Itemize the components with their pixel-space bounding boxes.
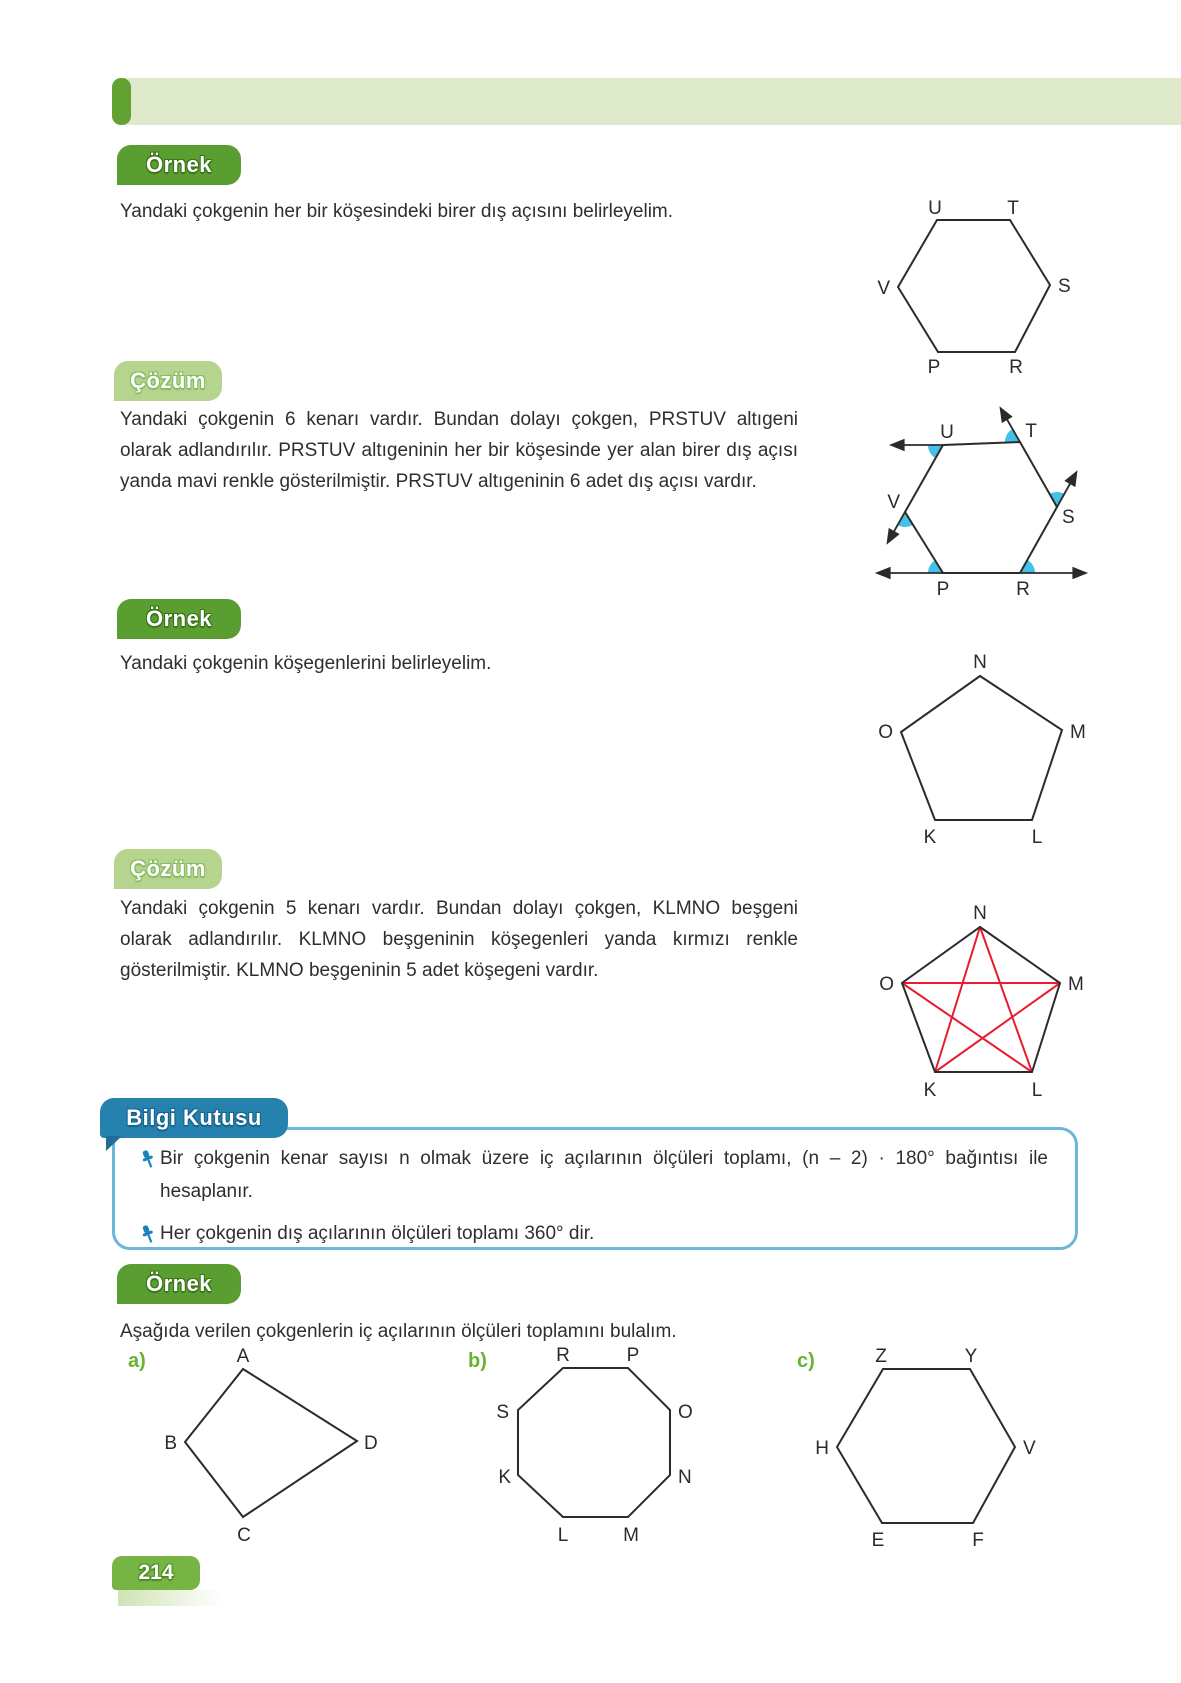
hexagon-outline <box>898 220 1050 352</box>
vertex-label: H <box>815 1438 829 1459</box>
octagon-outline <box>518 1368 670 1517</box>
extended-side-ray <box>888 512 905 542</box>
vertex-label: N <box>973 903 987 924</box>
vertex-label: S <box>1058 276 1071 297</box>
vertex-label: O <box>878 722 893 743</box>
hexagon-outline <box>837 1369 1015 1523</box>
vertex-label: T <box>1007 198 1019 219</box>
section-header-bar-cap <box>112 78 131 125</box>
vertex-label: V <box>887 492 900 513</box>
vertex-label: M <box>623 1525 639 1546</box>
example1-text: Yandaki çokgenin her bir köşesindeki birer dış açısını belirleyelim. <box>120 201 674 222</box>
diagonal-line <box>980 927 1032 1072</box>
vertex-label: L <box>557 1525 569 1546</box>
info-item <box>136 1217 1048 1250</box>
extended-side-ray <box>1057 473 1076 507</box>
item-label-c: c) <box>797 1350 815 1372</box>
vertex-label: R <box>1009 357 1023 378</box>
pushpin-icon <box>136 1148 160 1170</box>
vertex-label: V <box>1023 1438 1036 1459</box>
vertex-label: F <box>972 1530 984 1550</box>
page-number-badge <box>112 1556 200 1590</box>
diagonal-line <box>935 927 980 1072</box>
vertex-label: M <box>1068 974 1084 995</box>
vertex-label: K <box>923 1080 937 1101</box>
vertex-label: S <box>1062 507 1075 528</box>
vertex-label: O <box>678 1402 693 1423</box>
info-item-text: Her çokgenin dış açılarının ölçüleri toplamı 360° dir. <box>160 1223 595 1244</box>
vertex-label: N <box>678 1467 692 1488</box>
vertex-label: B <box>164 1433 177 1454</box>
exterior-angle-wedge <box>1005 429 1020 443</box>
pentagon-diagonals-figure <box>845 900 1095 1110</box>
example3-text: Aşağıda verilen çokgenlerin iç açılarının ölçüleri toplamını bulalım. <box>120 1321 677 1342</box>
solution1-text: Yandaki çokgenin 6 kenarı vardır. Bundan dolayı çokgen, PRSTUV altıgeni olarak adlandırılır. PRSTUV altıgeninin her bir köşesinde yer alan birer dış açısı yanda mavi renkle gösterilmiştir. PRSTUV altıgeninin 6 adet dış açısı vardır. <box>120 409 798 492</box>
vertex-label: V <box>877 278 890 299</box>
vertex-label: R <box>1016 579 1030 600</box>
vertex-label: K <box>923 827 937 848</box>
solution2-text: Yandaki çokgenin 5 kenarı vardır. Bundan dolayı çokgen, KLMNO beşgeni olarak adlandırılır. KLMNO beşgeninin köşegenleri yanda kırmızı renkle gösterilmiştir. KLMNO beşgeninin 5 adet köşegeni vardır. <box>120 898 798 981</box>
section-header-bar <box>112 78 1181 125</box>
quadrilateral-abcd-figure <box>130 1344 390 1550</box>
hexagon-prstuv-figure <box>850 195 1100 385</box>
info-box-badge <box>100 1098 288 1138</box>
solution-badge <box>114 361 222 401</box>
vertex-label: P <box>936 579 950 600</box>
vertex-label: U <box>940 422 954 443</box>
diagonal-line <box>935 983 1060 1072</box>
diagonal-line <box>902 983 1032 1072</box>
solution-badge-label: Çözüm <box>130 368 206 393</box>
quadrilateral-outline <box>185 1369 357 1517</box>
vertex-label: T <box>1025 421 1037 442</box>
vertex-label: Z <box>875 1346 887 1367</box>
vertex-label: L <box>1031 827 1043 848</box>
info-box-badge-label: Bilgi Kutusu <box>126 1105 262 1130</box>
example-badge <box>117 145 241 185</box>
vertex-label: K <box>498 1467 511 1488</box>
vertex-label: O <box>879 974 894 995</box>
example-badge-label: Örnek <box>145 606 213 631</box>
item-label-b: b) <box>468 1350 487 1372</box>
pentagon-klmno-figure <box>845 650 1095 855</box>
item-label-a: a) <box>128 1350 146 1372</box>
vertex-label: A <box>236 1346 250 1367</box>
hexagon-exterior-angles-figure <box>850 390 1110 605</box>
vertex-label: D <box>364 1433 378 1454</box>
example2-text: Yandaki çokgenin köşegenlerini belirleyelim. <box>120 653 492 674</box>
exterior-angle-wedge <box>1020 560 1035 573</box>
vertex-label: N <box>973 652 987 673</box>
solution-badge <box>114 849 222 889</box>
pushpin-icon <box>136 1223 160 1245</box>
vertex-label: P <box>626 1345 640 1366</box>
solution-badge-label: Çözüm <box>130 856 206 881</box>
hexagon-outline <box>905 442 1057 573</box>
page-number-underline <box>118 1590 222 1606</box>
example-badge-label: Örnek <box>145 1271 213 1296</box>
page-number: 214 <box>138 1561 174 1584</box>
vertex-label: Y <box>964 1346 978 1367</box>
vertex-label: U <box>928 198 942 219</box>
vertex-label: M <box>1070 722 1086 743</box>
example-badge <box>117 599 241 639</box>
example-badge-label: Örnek <box>145 152 213 177</box>
octagon-figure <box>455 1344 700 1550</box>
pentagon-outline <box>901 676 1062 820</box>
example-badge <box>117 1264 241 1304</box>
hexagon-zyvfeh-figure <box>790 1344 1045 1550</box>
vertex-label: L <box>1031 1080 1043 1101</box>
info-item-text: Bir çokgenin kenar sayısı n olmak üzere iç açılarının ölçüleri toplamı, (n – 2) · 180° bağıntısı ile hesaplanır. <box>160 1148 1048 1202</box>
info-item <box>136 1142 1048 1208</box>
vertex-label: S <box>496 1402 509 1423</box>
vertex-label: E <box>871 1530 885 1550</box>
vertex-label: C <box>237 1525 251 1546</box>
info-box-items <box>136 1142 1048 1259</box>
vertex-label: R <box>556 1345 570 1366</box>
vertex-label: P <box>927 357 941 378</box>
